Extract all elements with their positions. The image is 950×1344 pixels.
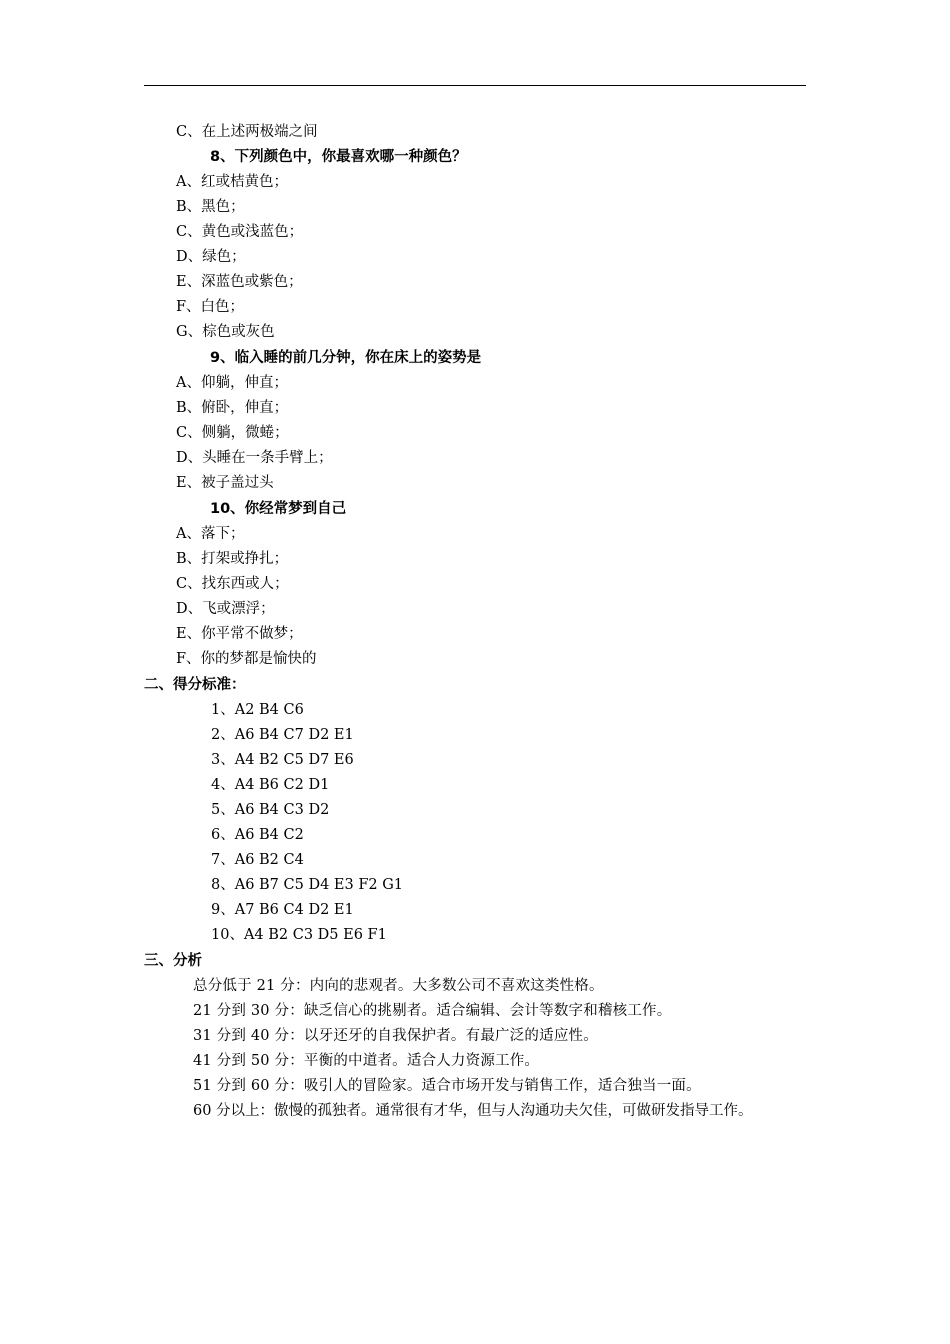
q10-option: D、飞或漂浮； (176, 601, 275, 617)
q10-option: F、你的梦都是愉快的 (176, 651, 317, 667)
scoring-row: 3、A4 B2 C5 D7 E6 (211, 752, 354, 768)
analysis-row: 60 分以上：傲慢的孤独者。通常很有才华，但与人沟通功夫欠佳，可做研发指导工作。 (193, 1103, 753, 1119)
scoring-row: 6、A6 B4 C2 (211, 827, 304, 843)
q8-option: D、绿色； (176, 249, 246, 265)
analysis-row: 31 分到 40 分：以牙还牙的自我保护者。有最广泛的适应性。 (193, 1028, 598, 1044)
analysis-heading: 三、分析 (144, 953, 202, 969)
q9-option: B、俯卧，伸直； (176, 400, 289, 416)
q10-option: A、落下； (176, 526, 245, 542)
scoring-row: 5、A6 B4 C3 D2 (211, 802, 330, 818)
q8-option: B、黑色； (176, 199, 245, 215)
q10-option: E、你平常不做梦； (176, 626, 303, 642)
analysis-row: 51 分到 60 分：吸引人的冒险家。适合市场开发与销售工作，适合独当一面。 (193, 1078, 701, 1094)
q9-option: E、被子盖过头 (176, 475, 274, 491)
scoring-row: 2、A6 B4 C7 D2 E1 (211, 727, 354, 743)
q8-option: G、棕色或灰色 (176, 324, 275, 340)
scoring-row: 9、A7 B6 C4 D2 E1 (211, 902, 354, 918)
scoring-row: 7、A6 B2 C4 (211, 852, 304, 868)
q8-option: F、白色； (176, 299, 245, 315)
q10-option: B、打架或挣扎； (176, 551, 289, 567)
scoring-heading: 二、得分标准： (144, 677, 246, 693)
q8-option: E、深蓝色或紫色； (176, 274, 303, 290)
scoring-row: 10、A4 B2 C3 D5 E6 F1 (211, 927, 387, 943)
q10-title: 10、你经常梦到自己 (210, 501, 347, 517)
analysis-row: 21 分到 30 分：缺乏信心的挑剔者。适合编辑、会计等数字和稽核工作。 (193, 1003, 672, 1019)
analysis-row: 41 分到 50 分：平衡的中道者。适合人力资源工作。 (193, 1053, 540, 1069)
scoring-row: 4、A4 B6 C2 D1 (211, 777, 330, 793)
q10-option: C、找东西或人； (176, 576, 289, 592)
q9-option: C、侧躺，微蜷； (176, 425, 289, 441)
analysis-row: 总分低于 21 分：内向的悲观者。大多数公司不喜欢这类性格。 (193, 978, 604, 994)
q8-title: 8、下列颜色中，你最喜欢哪一种颜色？ (210, 149, 467, 165)
q7-option-c: C、在上述两极端之间 (176, 124, 318, 140)
q9-option: D、头睡在一条手臂上； (176, 450, 333, 466)
q8-option: C、黄色或浅蓝色； (176, 224, 304, 240)
header-rule (144, 85, 806, 86)
q9-option: A、仰躺，伸直； (176, 375, 288, 391)
scoring-row: 8、A6 B7 C5 D4 E3 F2 G1 (211, 877, 404, 893)
q9-title: 9、临入睡的前几分钟，你在床上的姿势是 (210, 350, 482, 366)
q8-option: A、红或桔黄色； (176, 174, 288, 190)
scoring-row: 1、A2 B4 C6 (211, 702, 304, 718)
